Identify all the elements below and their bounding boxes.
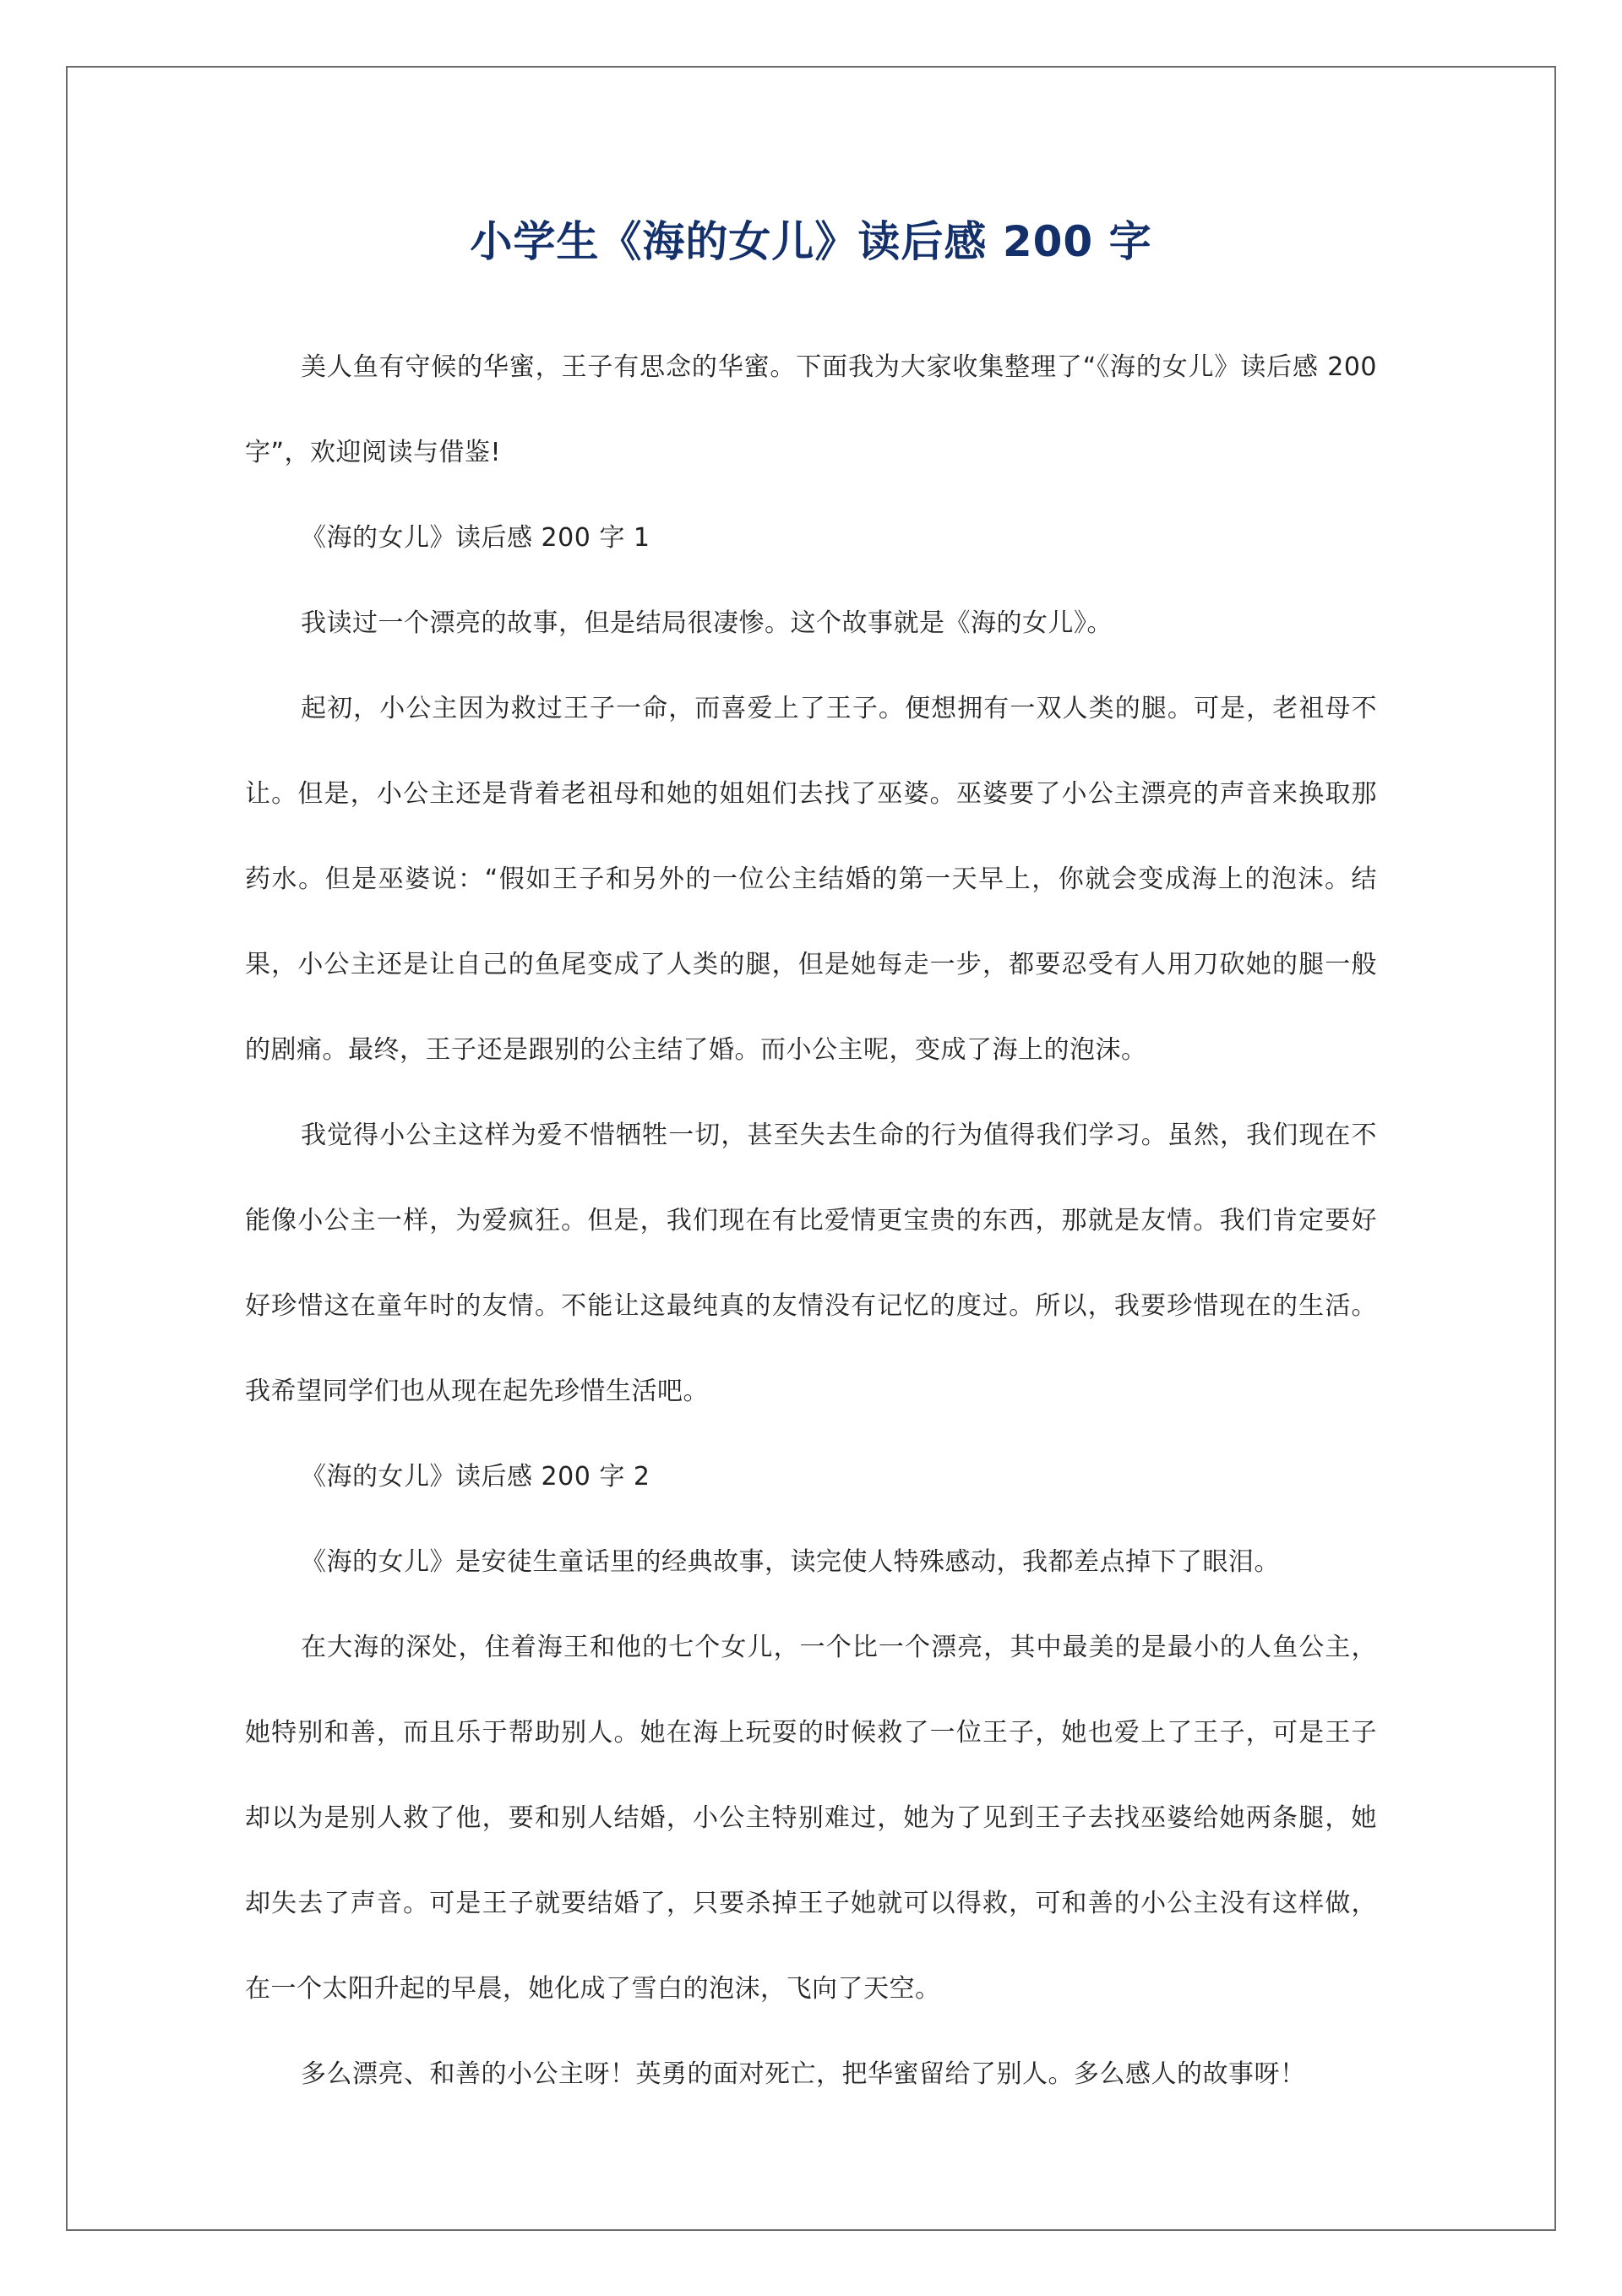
section-heading-1: 《海的女儿》读后感 200 字 1 — [301, 523, 650, 553]
body-paragraph: 起初，小公主因为救过王子一命，而喜爱上了王子。便想拥有一双人类的腿。可是，老祖母不让。但是，小公主还是背着老祖母和她的姐姐们去找了巫婆。巫婆要了小公主漂亮的声音来换取那药水。但是巫婆说：“假如王子和另外的一位公主结婚的第一天早上，你就会变成海上的泡沫。结果，小公主还是让自己的鱼尾变成了人类的腿，但是她每走一步，都要忍受有人用刀砍她的腿一般的剧痛。最终，王子还是跟别的公主结了婚。而小公主呢，变成了海上的泡沫。 — [245, 694, 1377, 1065]
document-title: 小学生《海的女儿》读后感 200 字 — [470, 217, 1152, 266]
body-paragraph: 多么漂亮、和善的小公主呀！英勇的面对死亡，把华蜜留给了别人。多么感人的故事呀！ — [301, 2059, 1306, 2089]
body-paragraph: 在大海的深处，住着海王和他的七个女儿，一个比一个漂亮，其中最美的是最小的人鱼公主，她特别和善，而且乐于帮助别人。她在海上玩耍的时候救了一位王子，她也爱上了王子，可是王子却以为是别人救了他，要和别人结婚，小公主特别难过，她为了见到王子去找巫婆给她两条腿，她却失去了声音。可是王子就要结婚了，只要杀掉王子她就可以得救，可和善的小公主没有这样做，在一个太阳升起的早晨，她化成了雪白的泡沫，飞向了天空。 — [245, 1633, 1377, 2004]
section-heading-2: 《海的女儿》读后感 200 字 2 — [301, 1462, 650, 1492]
body-paragraph: 《海的女儿》是安徒生童话里的经典故事，读完使人特殊感动，我都差点掉下了眼泪。 — [301, 1547, 1280, 1577]
body-paragraph: 我读过一个漂亮的故事，但是结局很凄惨。这个故事就是《海的女儿》。 — [301, 608, 1113, 638]
intro-paragraph: 美人鱼有守候的华蜜，王子有思念的华蜜。下面我为大家收集整理了“《海的女儿》读后感 200 字”，欢迎阅读与借鉴! — [245, 352, 1377, 467]
body-paragraph: 我觉得小公主这样为爱不惜牺牲一切，甚至失去生命的行为值得我们学习。虽然，我们现在不能像小公主一样，为爱疯狂。但是，我们现在有比爱情更宝贵的东西，那就是友情。我们肯定要好好珍惜这在童年时的友情。不能让这最纯真的友情没有记忆的度过。所以，我要珍惜现在的生活。我希望同学们也从现在起先珍惜生活吧。 — [245, 1121, 1377, 1406]
